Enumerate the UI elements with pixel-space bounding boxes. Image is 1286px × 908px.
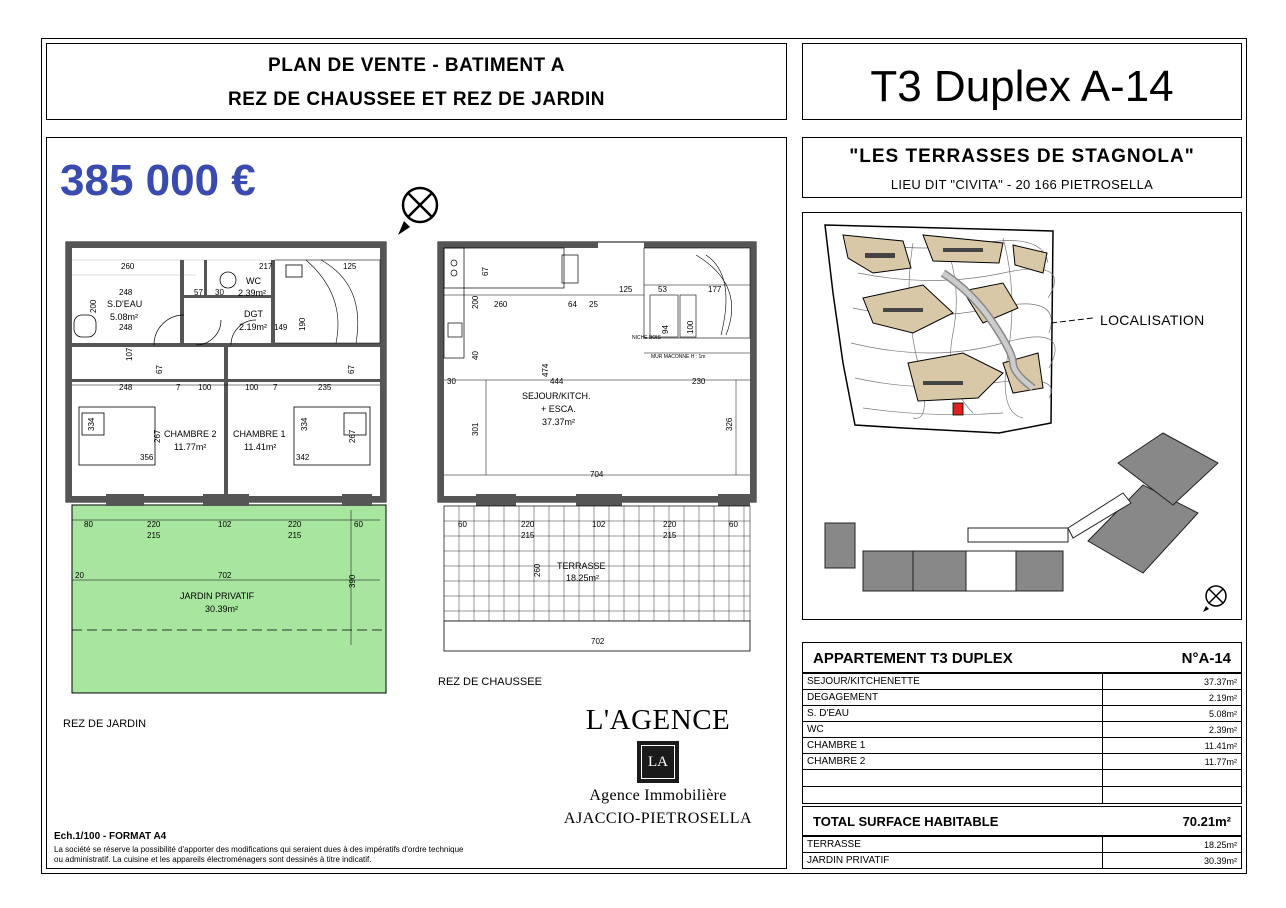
room-terrasse-area: 18.25m² [566,573,600,583]
total-label: TOTAL SURFACE HABITABLE [813,814,999,829]
dim-125: 125 [343,262,357,271]
table-row [803,770,1242,787]
residence-name: "LES TERRASSES DE STAGNOLA" [849,146,1195,167]
localisation-label: LOCALISATION [1100,312,1205,328]
dim-60: 60 [354,520,363,529]
dim-20: 20 [75,571,84,580]
plan-title-line1: PLAN DE VENTE - BATIMENT A [268,55,565,76]
surfaces-number: N°A-14 [1181,650,1231,667]
surface-value: 11.77m² [1103,754,1242,770]
surface-value [1103,787,1242,804]
room-dgt: DGT [244,309,263,319]
monogram-text: LA [641,745,675,779]
residence-block [802,137,1242,198]
r-dim-40: 40 [471,351,480,360]
dim-100b: 100 [245,383,259,392]
title-block [46,43,787,120]
dim-80: 80 [84,520,93,529]
surface-label [803,770,1103,787]
residence-address: LIEU DIT "CIVITA" - 20 166 PIETROSELLA [890,177,1154,192]
room-sejour-area: 37.37m² [542,417,576,427]
dim-215b: 215 [288,531,302,540]
agency-line2: AJACCIO-PIETROSELLA [563,810,753,827]
agency-line1: Agence Immobilière [589,787,727,804]
dim-220a: 220 [147,520,161,529]
room-chambre2: CHAMBRE 2 [164,429,217,439]
surfaces-extra [802,836,1242,869]
price-label: 385 000 € [60,156,256,205]
room-sejour-line2: + ESCA. [541,404,576,414]
r-dim-30: 30 [447,377,456,386]
table-row [803,674,1242,690]
surface-label: CHAMBRE 2 [803,754,1103,770]
dim-217: 217 [259,262,273,271]
table-row [803,787,1242,804]
north-compass-icon [398,188,437,235]
surfaces-total [802,806,1242,836]
dim-334b: 334 [300,417,309,431]
surface-label: SEJOUR/KITCHENETTE [803,674,1103,690]
r-dim-704: 704 [590,470,604,479]
table-row [803,690,1242,706]
dim-235: 235 [318,383,332,392]
r-dim-102: 102 [592,520,606,529]
room-dgt-area: 2.19m² [239,322,268,332]
surface-label [803,787,1103,804]
surface-value: 37.37m² [1103,674,1242,690]
surface-value [1103,770,1242,787]
surface-value: 11.41m² [1103,738,1242,754]
surfaces-header [802,642,1242,673]
r-dim-60b: 60 [729,520,738,529]
dim-7a: 7 [176,383,181,392]
dim-248c: 248 [119,383,133,392]
dim-200: 200 [89,299,98,313]
rez-de-chaussee-label: REZ DE CHAUSSEE [438,676,542,688]
site-plan-block [802,212,1242,620]
r-dim-702: 702 [591,637,605,646]
r-dim-125: 125 [619,285,633,294]
jardin-value: 30.39m² [1103,853,1242,869]
table-row [803,706,1242,722]
room-sdeau: S.D'EAU [107,299,143,309]
terrasse-label: TERRASSE [803,837,1103,853]
r-dim-220b: 220 [663,520,677,529]
surface-label: S. D'EAU [803,706,1103,722]
disclaimer-line2: ou administratif. La cuisine et les appareils électroménagers sont dessinés à titre indicatif. [54,855,372,864]
surface-label: DEGAGEMENT [803,690,1103,706]
dim-356: 356 [140,453,154,462]
terrasse-value: 18.25m² [1103,837,1242,853]
r-dim-177: 177 [708,285,722,294]
r-dim-60: 60 [458,520,467,529]
room-wc: WC [246,276,261,286]
site-plan-drawing [803,213,1241,619]
r-dim-53: 53 [658,285,667,294]
r-dim-67: 67 [481,267,490,276]
dim-67b: 67 [347,365,356,374]
dim-267a: 267 [153,429,162,443]
dim-248b: 248 [119,323,133,332]
dim-248a: 248 [119,288,133,297]
dim-57: 57 [194,288,203,297]
disclaimer-line1: La société se réserve la possibilité d'apporter des modifications qui seraient dues à des impératifs d'ordre technique [54,845,464,854]
r-dim-444: 444 [550,377,564,386]
r-dim-220a: 220 [521,520,535,529]
r-dim-94: 94 [661,325,670,334]
table-row [803,722,1242,738]
surfaces-rows [802,673,1242,804]
room-chambre2-area: 11.77m² [174,442,207,452]
lot-title-block [802,43,1242,120]
room-jardin: JARDIN PRIVATIF [180,591,255,601]
room-sejour-line1: SEJOUR/KITCH. [522,391,591,401]
r-dim-25: 25 [589,300,598,309]
room-terrasse: TERRASSE [557,561,606,571]
rez-de-jardin-label: REZ DE JARDIN [63,718,147,730]
dim-102: 102 [218,520,232,529]
surface-value: 2.19m² [1103,690,1242,706]
room-sdeau-area: 5.08m² [110,312,139,322]
r-dim-100: 100 [686,320,695,334]
surface-value: 2.39m² [1103,722,1242,738]
r-dim-64: 64 [568,300,577,309]
plan-title-line2: REZ DE CHAUSSEE ET REZ DE JARDIN [227,89,606,110]
agency-monogram [637,741,679,783]
dim-30: 30 [215,288,224,297]
surfaces-table [802,642,1242,869]
dim-390: 390 [348,574,357,588]
lot-location-marker [953,403,963,415]
table-row [803,853,1242,869]
floor-plans [46,175,787,695]
dim-220b: 220 [288,520,302,529]
mur-label: MUR MACONNE H : 1m [651,354,706,360]
dim-260: 260 [121,262,135,271]
dim-215a: 215 [147,531,161,540]
dim-267b: 267 [348,429,357,443]
r-dim-230: 230 [692,377,706,386]
dim-334a: 334 [87,417,96,431]
lot-title: T3 Duplex A-14 [870,62,1174,111]
r-dim-260: 260 [494,300,508,309]
surface-label: CHAMBRE 1 [803,738,1103,754]
r-dim-260b: 260 [533,563,542,577]
r-dim-326: 326 [725,417,734,431]
dim-149: 149 [274,323,288,332]
niche-label: NICHE BOIS [632,335,661,341]
dim-190: 190 [298,317,307,331]
scale-label: Ech.1/100 - FORMAT A4 [54,831,167,842]
r-dim-215b: 215 [663,531,677,540]
dim-100a: 100 [198,383,212,392]
room-jardin-area: 30.39m² [205,604,239,614]
surface-value: 5.08m² [1103,706,1242,722]
dim-67a: 67 [155,365,164,374]
table-row [803,754,1242,770]
table-row [803,837,1242,853]
room-chambre1-area: 11.41m² [244,442,277,452]
room-chambre1: CHAMBRE 1 [233,429,286,439]
surfaces-title: APPARTEMENT T3 DUPLEX [813,650,1013,667]
jardin-label: JARDIN PRIVATIF [803,853,1103,869]
r-dim-200: 200 [471,295,480,309]
r-dim-474: 474 [541,363,550,377]
agency-logo [548,704,768,828]
room-wc-area: 2.39m² [238,288,267,298]
r-dim-215a: 215 [521,531,535,540]
dim-702: 702 [218,571,232,580]
table-row [803,738,1242,754]
surface-label: WC [803,722,1103,738]
total-value: 70.21m² [1182,814,1231,829]
agency-name: L'AGENCE [585,704,731,736]
r-dim-301: 301 [471,422,480,436]
dim-342: 342 [296,453,310,462]
dim-107: 107 [125,347,134,361]
dim-7b: 7 [273,383,278,392]
